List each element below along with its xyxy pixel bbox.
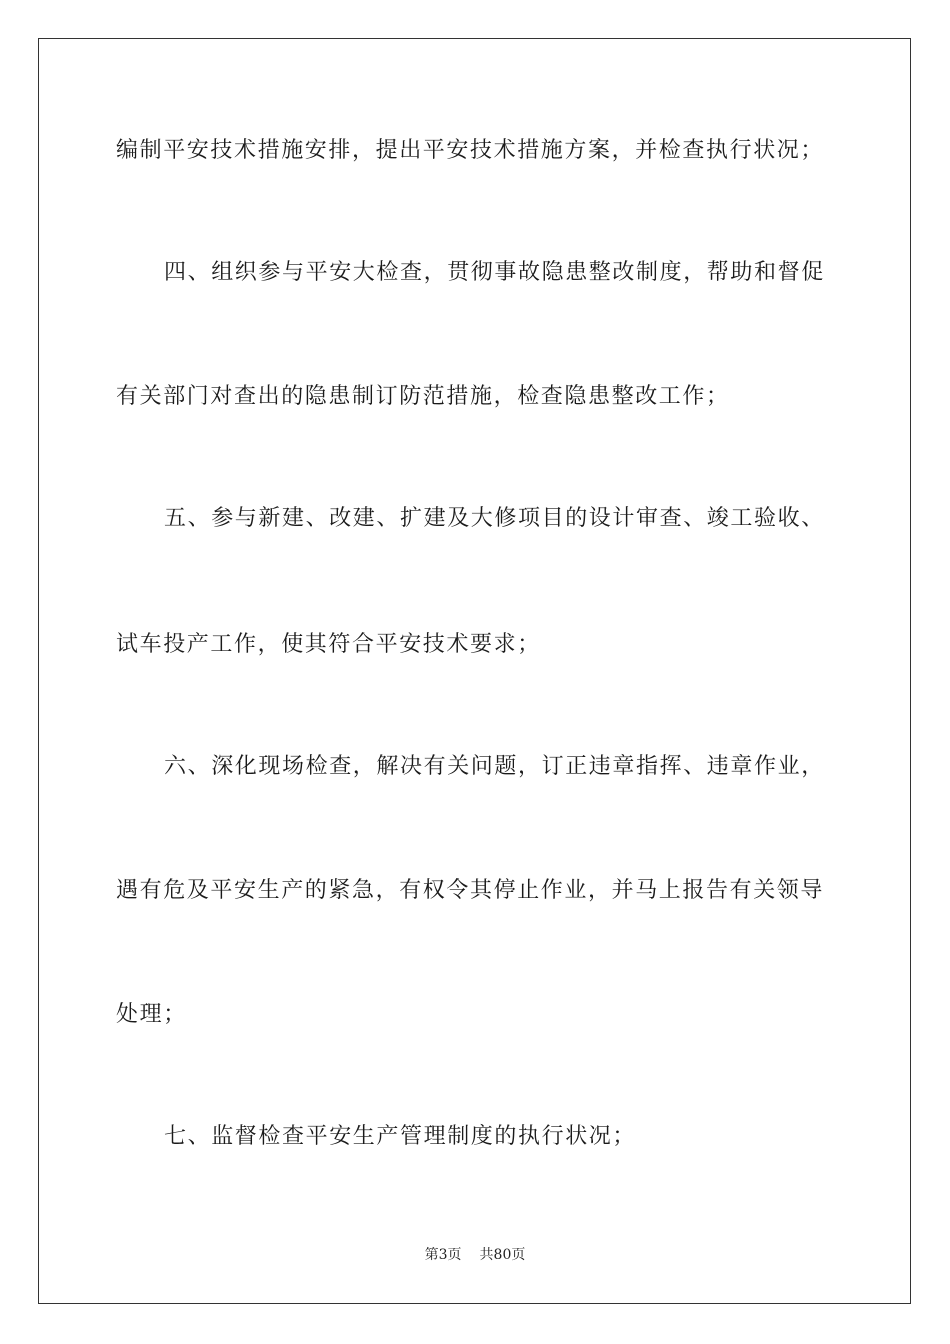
total-pages: 共80页 <box>479 1247 526 1263</box>
page-footer <box>0 1246 950 1264</box>
text-line-6: 六、深化现场检查，解决有关问题，订正违章指挥、违章作业， <box>164 754 825 779</box>
page-border <box>38 38 911 1304</box>
text-line-3: 有关部门对查出的隐患制订防范措施，检查隐患整改工作； <box>116 384 730 409</box>
text-line-1: 编制平安技术措施安排，提出平安技术措施方案，并检查执行状况； <box>116 138 825 163</box>
text-line-4: 五、参与新建、改建、扩建及大修项目的设计审查、竣工验收、 <box>164 506 825 531</box>
text-line-2: 四、组织参与平安大检查，贯彻事故隐患整改制度，帮助和督促 <box>164 260 825 285</box>
text-line-9: 七、监督检查平安生产管理制度的执行状况； <box>164 1124 637 1149</box>
page-number: 第3页 <box>424 1247 462 1263</box>
text-line-7: 遇有危及平安生产的紧急，有权令其停止作业，并马上报告有关领导 <box>116 878 825 903</box>
text-line-8: 处理； <box>116 1002 187 1027</box>
text-line-5: 试车投产工作，使其符合平安技术要求； <box>116 632 541 657</box>
